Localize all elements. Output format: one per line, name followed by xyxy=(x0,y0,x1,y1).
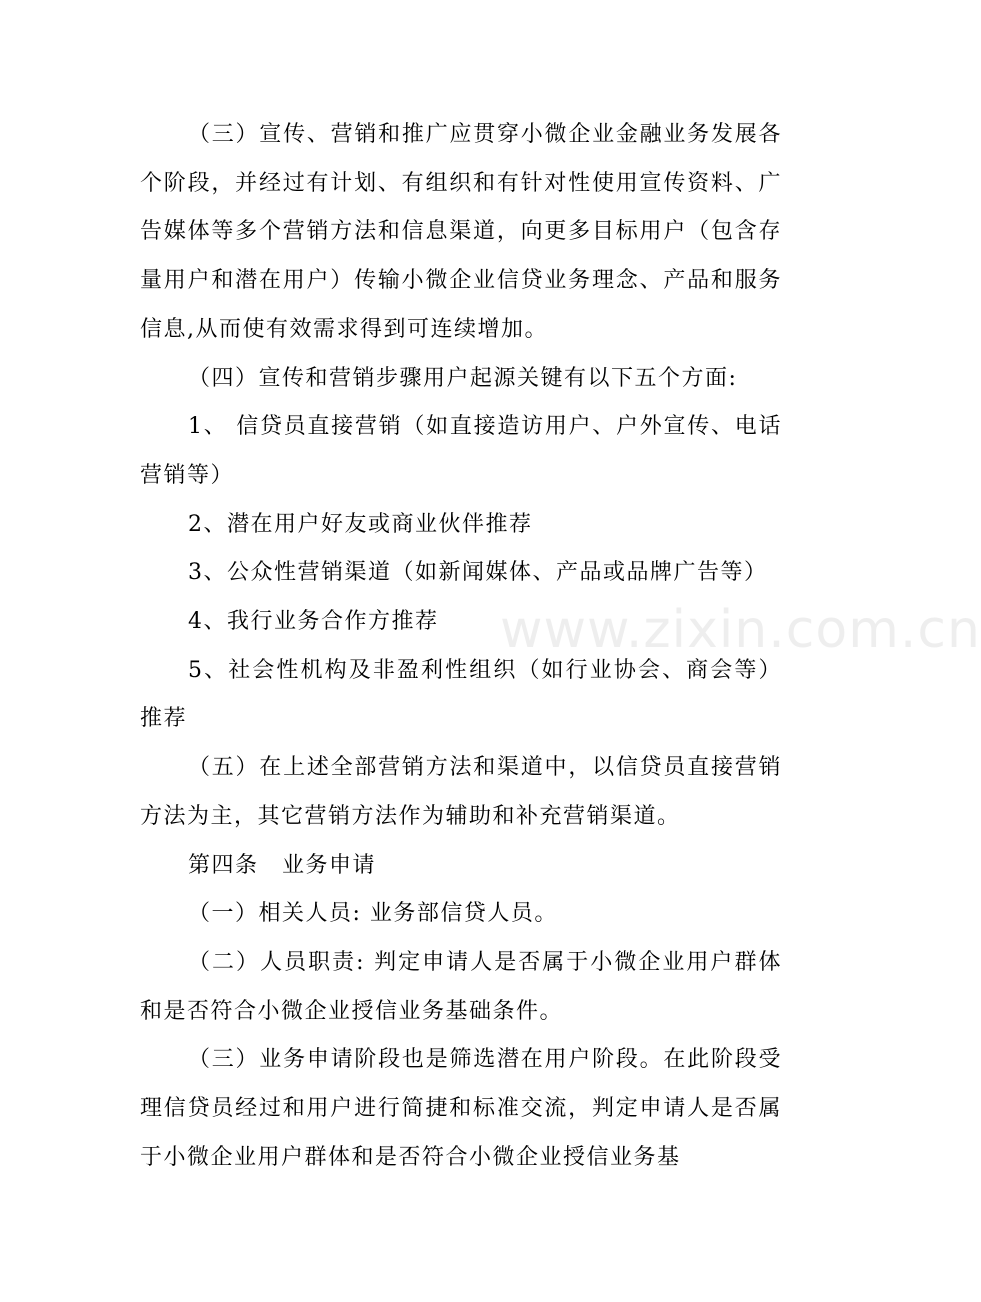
list-item-public-channels: 3、公众性营销渠道（如新闻媒体、产品或品牌广告等） xyxy=(188,560,768,586)
list-item-direct-marketing: 1、 信贷员直接营销（如直接造访用户、户外宣传、电话营销等） xyxy=(140,414,782,488)
paragraph-primary-method: （五）在上述全部营销方法和渠道中，以信贷员直接营销方法为主，其它营销方法作为辅助和补充营销渠道。 xyxy=(140,755,782,829)
paragraph-application-stage: （三）业务申请阶段也是筛选潜在用户阶段。在此阶段受理信贷员经过和用户进行简捷和标准交流，判定申请人是否属于小微企业用户群体和是否符合小微企业授信业务基 xyxy=(140,1047,782,1170)
section-heading-article-4: 第四条 业务申请 xyxy=(188,852,377,878)
paragraph-related-staff: （一）相关人员: 业务部信贷人员。 xyxy=(188,901,558,927)
paragraph-promotion-stages: （三）宣传、营销和推广应贯穿小微企业金融业务发展各个阶段，并经过有计划、有组织和有针对性使用宣传资料、广告媒体等多个营销方法和信息渠道，向更多目标用户（包含存量用户和潜在用户）传输小微企业信贷业务理念、产品和服务信息,从而使有效需求得到可连续增加。 xyxy=(140,122,782,342)
paragraph-customer-sources: （四）宣传和营销步骤用户起源关键有以下五个方面: xyxy=(188,365,738,391)
list-item-partner-referral: 4、我行业务合作方推荐 xyxy=(188,609,439,635)
document-body xyxy=(140,111,782,1182)
list-item-referral: 2、潜在用户好友或商业伙伴推荐 xyxy=(188,511,533,537)
paragraph-staff-duties: （二）人员职责: 判定申请人是否属于小微企业用户群体和是否符合小微企业授信业务基础条件。 xyxy=(140,949,782,1024)
list-item-social-institutions: 5、社会性机构及非盈利性组织（如行业协会、商会等）推荐 xyxy=(140,657,782,732)
watermark: www.zixin.com.cn xyxy=(500,600,981,660)
